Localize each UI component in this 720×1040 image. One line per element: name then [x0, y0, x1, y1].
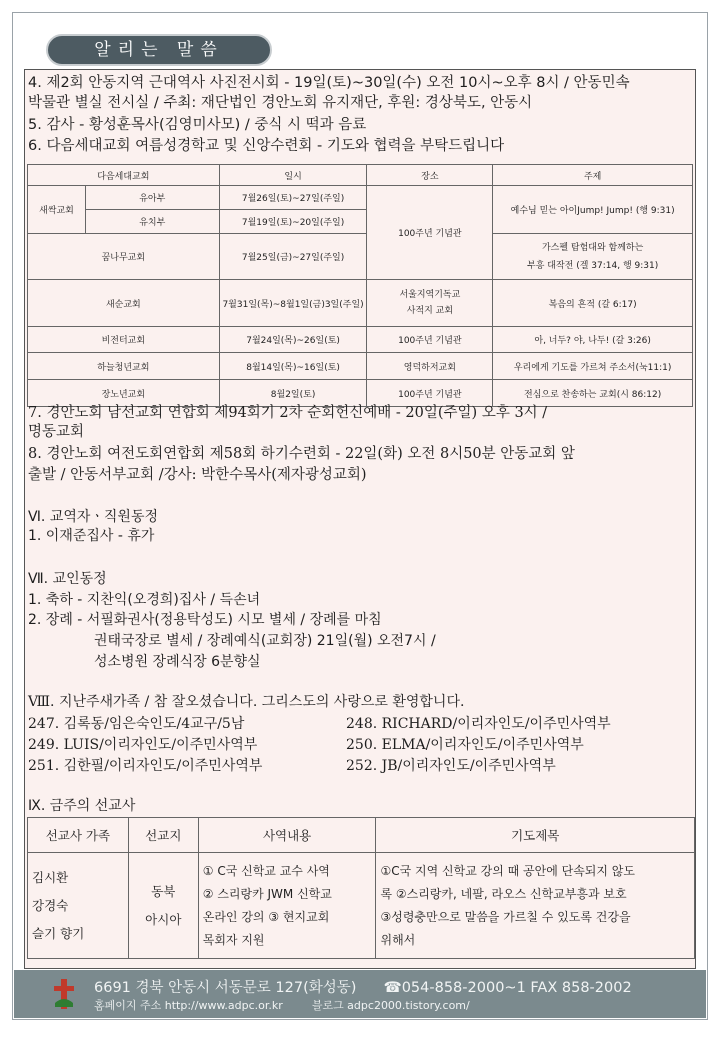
footer-homepage[interactable]: 홈페이지 주소 http://www.adpc.or.kr: [94, 999, 283, 1012]
missionary-table: [27, 817, 695, 959]
announcement-5: 5. 감사 - 황성훈목사(김영미사모) / 중식 시 떡과 음료: [28, 117, 367, 133]
footer-links: [94, 997, 470, 1013]
schedule-table: [27, 164, 693, 407]
newcomer-248: 248. RICHARD/이리자인도/이주민사역부: [346, 716, 611, 732]
announcement-4-line1: 4. 제2회 안동지역 근대역사 사진전시회 - 19일(토)~30일(수) 오전 10시~오후 8시 / 안동민속: [28, 75, 630, 91]
event-8-line2: 출발 / 안동서부교회 /강사: 박한수목사(제자광성교회): [28, 467, 367, 483]
schedule-church-name: 비전터교회: [28, 327, 220, 353]
missionary-prayer-3: ③성령충만으로 말씀을 가르칠 수 있도록 건강을: [380, 909, 631, 924]
missionary-field: [128, 853, 198, 959]
newcomer-252: 252. JB/이리자인도/이주민사역부: [346, 758, 556, 774]
missionary-field-2: 아시아: [145, 911, 182, 927]
schedule-header-church: 다음세대교회: [28, 165, 220, 186]
schedule-topic-line2: 부흥 대작전 (겔 37:14, 행 9:31): [527, 260, 659, 271]
footer-contact: [94, 976, 632, 997]
members-item-2-line2: 권태국장로 별세 / 장례예식(교회장) 21일(월) 오전7시 /: [94, 633, 436, 649]
staff-item-1: 1. 이재준집사 - 휴가: [28, 528, 155, 544]
schedule-place: 100주년 기념관: [367, 380, 493, 407]
schedule-place: 100주년 기념관: [367, 327, 493, 353]
schedule-church-name: 장노년교회: [28, 380, 220, 407]
cross-logo: [52, 977, 76, 1011]
announcement-4-line2: 박물관 별실 전시실 / 주최: 재단법인 경안노회 유지재단, 후원: 경상북도, 안동시: [28, 95, 533, 111]
schedule-church-name: 새순교회: [28, 280, 220, 327]
table-row: [28, 853, 695, 959]
missionary-header-prayer: 기도제목: [376, 818, 695, 853]
table-row: [28, 327, 693, 353]
schedule-date: 7월26일(토)~27일(주일): [219, 186, 367, 210]
newcomer-250: 250. ELMA/이리자인도/이주민사역부: [346, 737, 584, 753]
missionary-header-row: [28, 818, 695, 853]
schedule-topic: 아, 너두? 야, 나두! (갈 3:26): [493, 327, 693, 353]
schedule-topic: 예수님 믿는 아이Jump! Jump! (행 9:31): [493, 186, 693, 234]
event-8-line1: 8. 경안노회 여전도회연합회 제58회 하기수련회 - 22일(화) 오전 8시50분 안동교회 앞: [28, 446, 575, 462]
schedule-topic: 복음의 흔적 (갈 6:17): [493, 280, 693, 327]
schedule-place: 100주년 기념관: [367, 186, 493, 280]
footer-address: 6691 경북 안동시 서동문로 127(화성동): [94, 980, 357, 996]
event-7-line2: 명동교회: [28, 424, 85, 440]
schedule-group-label: 새싹교회: [28, 186, 86, 234]
staff-heading: Ⅵ. 교역자ㆍ직원동정: [28, 509, 159, 525]
missionary-ministry: [198, 853, 376, 959]
missionary-field-1: 동북: [151, 883, 176, 899]
missionary-prayer-1: ①C국 지역 신학교 강의 때 공안에 단속되지 않도: [380, 863, 635, 878]
missionary-family-2: 강경숙: [32, 897, 69, 913]
schedule-church-name: 꿈나무교회: [28, 234, 220, 280]
schedule-topic: 전심으로 찬송하는 교회(시 86:12): [493, 380, 693, 407]
schedule-date: 7월24일(목)~26일(토): [219, 327, 367, 353]
schedule-place: 영덕하저교회: [367, 353, 493, 380]
schedule-date: 8월14일(목)~16일(토): [219, 353, 367, 380]
members-item-2-line3: 성소병원 장례식장 6분향실: [94, 654, 261, 670]
members-item-1: 1. 축하 - 지찬익(오경희)집사 / 득손녀: [28, 592, 261, 608]
missionary-prayer: [376, 853, 695, 959]
missionary-ministry-2: ② 스리랑카 JWM 신학교: [202, 886, 332, 901]
schedule-header-row: [28, 165, 693, 186]
table-row: [28, 380, 693, 407]
event-7-line1: 7. 경안노회 남선교회 연합회 제94회기 2차 순회헌신예배 - 20일(주일) 오후 3시 /: [28, 405, 548, 421]
schedule-topic: 우리에게 기도를 가르쳐 주소서(눅11:1): [493, 353, 693, 380]
schedule-place: [367, 280, 493, 327]
newcomer-247: 247. 김록동/임은숙인도/4교구/5남: [28, 716, 245, 732]
missionary-family: [28, 853, 129, 959]
missionary-family-1: 김시환: [32, 869, 69, 885]
table-row: [28, 234, 693, 280]
schedule-topic-line1: 가스펠 탐험대와 함께하는: [541, 242, 644, 253]
missionary-family-3: 슬기 향기: [32, 925, 85, 941]
missionary-header-family: 선교사 가족: [28, 818, 129, 853]
schedule-topic: [493, 234, 693, 280]
schedule-date: 7월31일(목)~8월1일(금)3일(주일): [219, 280, 367, 327]
footer-blog[interactable]: 블로그 adpc2000.tistory.com/: [311, 999, 470, 1012]
missionary-header-field: 선교지: [128, 818, 198, 853]
schedule-date: 8월2일(토): [219, 380, 367, 407]
schedule-church-name: 유치부: [85, 210, 219, 234]
members-heading: Ⅶ. 교인동정: [28, 571, 107, 587]
table-row: [28, 353, 693, 380]
page-title: 알리는 말씀: [46, 34, 272, 66]
missionary-ministry-1: ① C국 신학교 교수 사역: [202, 863, 330, 878]
members-item-2-line1: 2. 장례 - 서필화권사(정용탁성도) 시모 별세 / 장례를 마침: [28, 612, 382, 628]
schedule-church-name: 하늘청년교회: [28, 353, 220, 380]
schedule-date: 7월25일(금)~27일(주일): [219, 234, 367, 280]
schedule-place-line1: 서울지역기독교: [399, 290, 461, 300]
footer-phone: ☎054-858-2000~1 FAX 858-2002: [383, 980, 632, 996]
schedule-place-line2: 사적지 교회: [406, 306, 454, 316]
schedule-date: 7월19일(토)~20일(주일): [219, 210, 367, 234]
newcomers-heading: Ⅷ. 지난주새가족 / 참 잘오셨습니다. 그리스도의 사랑으로 환영합니다.: [28, 694, 465, 710]
missionary-heading: Ⅸ. 금주의 선교사: [28, 798, 136, 814]
missionary-ministry-3: 온라인 강의 ③ 현지교회: [202, 909, 330, 924]
newcomer-251: 251. 김한필/이리자인도/이주민사역부: [28, 758, 263, 774]
table-row: [28, 186, 693, 210]
schedule-header-date: 일시: [219, 165, 367, 186]
missionary-ministry-4: 목회자 지원: [202, 932, 265, 947]
missionary-prayer-2: 록 ②스리랑카, 네팔, 라오스 신학교부흥과 보호: [380, 886, 627, 901]
schedule-church-name: 유아부: [85, 186, 219, 210]
footer: [14, 970, 706, 1018]
table-row: [28, 280, 693, 327]
schedule-header-place: 장소: [367, 165, 493, 186]
missionary-header-ministry: 사역내용: [198, 818, 376, 853]
schedule-header-topic: 주제: [493, 165, 693, 186]
missionary-prayer-4: 위해서: [380, 932, 416, 947]
newcomer-249: 249. LUIS/이리자인도/이주민사역부: [28, 737, 258, 753]
announcement-6: 6. 다음세대교회 여름성경학교 및 신앙수련회 - 기도와 협력을 부탁드립니다: [28, 138, 505, 154]
